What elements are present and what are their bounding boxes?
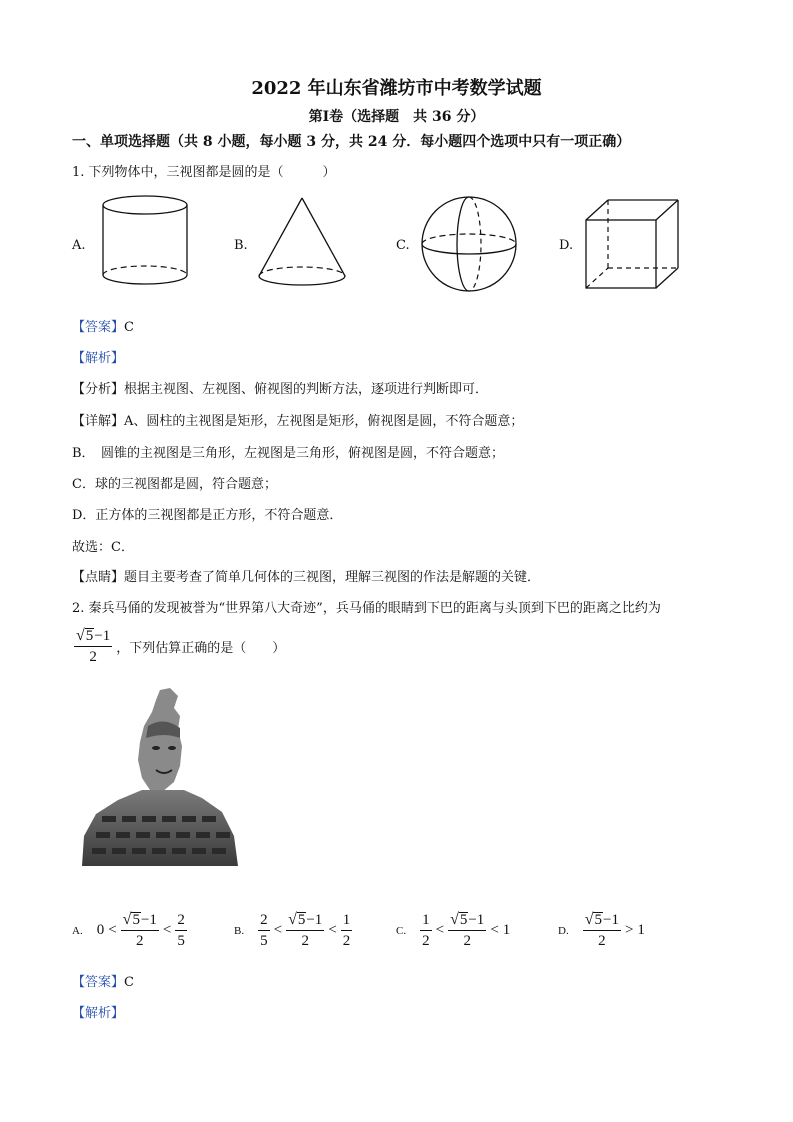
answer-value: C [124, 320, 134, 335]
fenxi-tag: 【分析】 [72, 382, 125, 397]
comment-tag: 【点睛】 [72, 570, 125, 585]
q2-option-d [558, 912, 645, 949]
option-d-label: D. [559, 238, 574, 253]
zero: 0 [96, 922, 105, 938]
denominator: 2 [463, 933, 471, 949]
one: 1 [502, 922, 511, 938]
fenxi-text: 根据主视图、左视图、俯视图的判断方法，逐项进行判断即可． [124, 382, 489, 397]
q2-analysis-tag: 【解析】 [72, 1006, 125, 1021]
q2-ratio-line [74, 628, 285, 665]
q2-answer [72, 971, 134, 990]
radicand: 5 [459, 912, 468, 928]
question-2-stem: 2. 秦兵马俑的发现被誉为“世界第八大奇迹”，兵马俑的眼睛到下巴的距离与头顶到下巴的距离之比约为 [72, 601, 661, 616]
less-than: < [108, 922, 117, 938]
q1-comment [72, 566, 540, 585]
sqrt-symbol: √ [288, 911, 297, 928]
answer-value: C [124, 975, 134, 990]
detail-tag: 【详解】 [72, 414, 125, 429]
sqrt-fraction [448, 912, 486, 949]
denominator: 2 [301, 933, 309, 949]
q2-option-a [72, 912, 187, 949]
option-letter: C. [396, 924, 407, 937]
sqrt-symbol: √ [76, 627, 85, 644]
minus-one: −1 [468, 912, 485, 928]
option-a-label: A. [72, 238, 86, 253]
q1-detail-c: C．球的三视图都是圆，符合题意； [72, 477, 277, 492]
minus-one: −1 [94, 628, 111, 644]
q1-fenxi [72, 378, 488, 397]
q2-option-c [396, 912, 510, 949]
sqrt-fraction [583, 912, 621, 949]
denominator: 2 [89, 649, 97, 665]
less-than: < [435, 922, 445, 938]
greater-than: > [624, 922, 634, 938]
minus-one: −1 [140, 912, 157, 928]
less-than: < [162, 922, 172, 938]
fraction: $\frac{2}{5}$ [177, 911, 185, 949]
q1-detail-b: B． 圆锥的主视图是三角形，左视图是三角形，俯视图是圆，不符合题意； [72, 446, 505, 461]
ratio-fraction [74, 628, 112, 665]
sphere-icon [418, 193, 520, 295]
detail-a-text: A、圆柱的主视图是矩形，左视图是矩形，俯视图是圆，不符合题意； [124, 414, 524, 429]
q1-choose: 故选：C． [72, 540, 134, 555]
minus-one: −1 [602, 912, 619, 928]
less-than: < [490, 922, 499, 938]
cube-icon [582, 196, 682, 292]
q1-detail-a [72, 410, 523, 429]
q1-analysis-tag: 【解析】 [72, 351, 125, 366]
sqrt-fraction [286, 912, 324, 949]
option-b-label: B. [234, 238, 248, 253]
option-letter: D. [558, 924, 569, 937]
q2-option-b [234, 912, 352, 949]
answer-tag: 【答案】 [72, 975, 125, 990]
terracotta-warrior-icon [82, 686, 240, 866]
sqrt-symbol: √ [122, 911, 132, 928]
page-subtitle: 第Ⅰ卷（选择题 共 36 分） [308, 109, 485, 125]
answer-tag: 【答案】 [72, 320, 125, 335]
radicand: 5 [132, 912, 140, 928]
denominator: 2 [598, 933, 606, 949]
option-letter: B. [234, 924, 245, 937]
radicand: 5 [85, 628, 94, 644]
fraction: $\frac{1}{2}$ [342, 911, 351, 949]
option-letter: A. [72, 924, 83, 937]
fraction: $\frac{1}{2}$ [422, 911, 430, 949]
radicand: 5 [297, 912, 306, 928]
less-than: < [328, 922, 337, 938]
comment-text: 题目主要考查了简单几何体的三视图，理解三视图的作法是解题的关键． [124, 570, 541, 585]
denominator: 2 [136, 933, 144, 949]
sqrt-symbol: √ [584, 911, 594, 928]
sqrt-fraction [121, 912, 159, 949]
radicand: 5 [594, 912, 602, 928]
q2-stem-tail: ，下列估算正确的是（ ） [116, 641, 286, 656]
q1-answer [72, 316, 134, 335]
less-than: < [273, 922, 283, 938]
q1-detail-d: D．正方体的三视图都是正方形，不符合题意． [72, 508, 343, 523]
cone-icon [252, 194, 352, 290]
one: 1 [637, 922, 645, 938]
fraction: $\frac{2}{5}$ [260, 911, 268, 949]
option-c-label: C. [396, 238, 410, 253]
minus-one: −1 [306, 912, 323, 928]
question-1-stem: 1. 下列物体中，三视图都是圆的是（ ） [72, 165, 336, 180]
section-heading: 一、单项选择题（共 8 小题，每小题 3 分，共 24 分．每小题四个选项中只有一项正确） [72, 134, 631, 150]
cylinder-icon [98, 192, 193, 292]
sqrt-symbol: √ [450, 911, 459, 928]
page-title: 2022 年山东省潍坊市中考数学试题 [251, 78, 542, 99]
